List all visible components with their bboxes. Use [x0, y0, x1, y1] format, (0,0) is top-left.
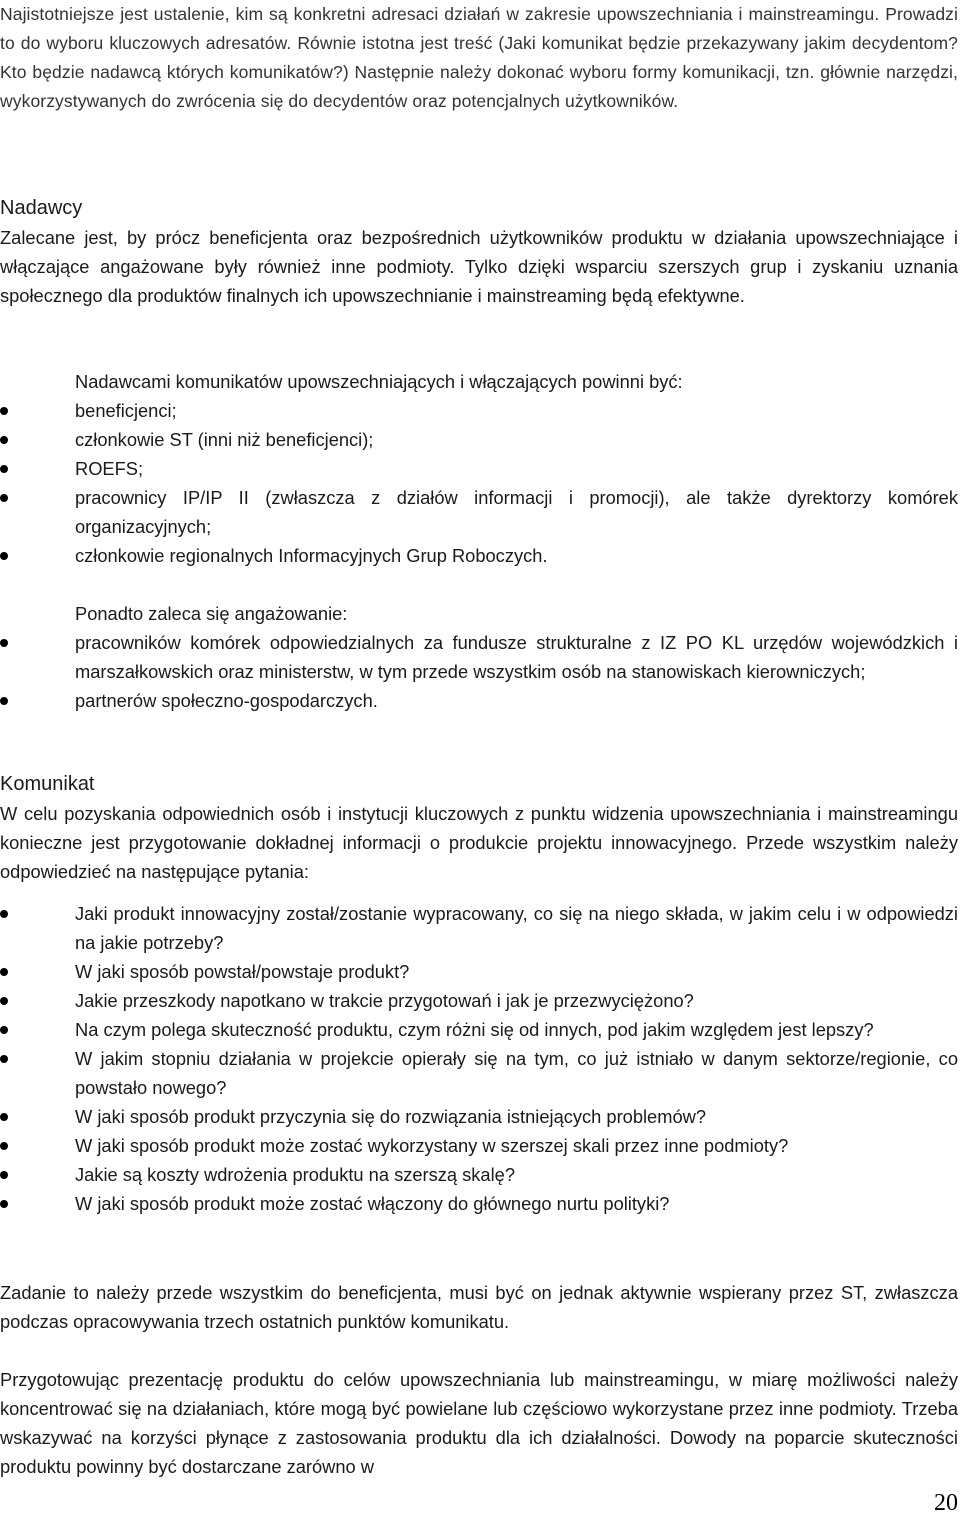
section-heading-nadawcy: Nadawcy — [0, 197, 83, 219]
bullet-icon — [0, 1142, 8, 1150]
list-item — [0, 1131, 958, 1160]
list-item-text: W jaki sposób powstał/powstaje produkt? — [75, 961, 410, 982]
list-item-text: W jakim stopniu działania w projekcie opierały się na tym, co już istniało w danym sektorze/regionie, co powstało nowego? — [75, 1048, 958, 1098]
bullet-icon — [0, 1113, 8, 1121]
list-item-text: Jaki produkt innowacyjny został/zostanie wypracowany, co się na niego składa, w jakim celu i w odpowiedzi na jakie potrzeby? — [75, 903, 958, 953]
bullet-icon — [0, 1200, 8, 1208]
list-item-text: pracowników komórek odpowiedzialnych za fundusze strukturalne z IZ PO KL urzędów wojewódzkich i marszałkowskich oraz ministerstw, w tym przede wszystkim osób na stanowiskach kierowniczych; — [75, 632, 958, 682]
bullet-icon — [0, 968, 8, 976]
list-item — [0, 1189, 958, 1218]
bullet-icon — [0, 997, 8, 1005]
komunikat-paragraph: W celu pozyskania odpowiednich osób i instytucji kluczowych z punktu widzenia upowszechniania i mainstreamingu konieczne jest przygotowanie dokładnej informacji o produkcie projektu innowacyjnego. Przede wszystkim należy odpowiedzieć na następujące pytania: — [0, 803, 958, 882]
list-item — [0, 541, 958, 570]
list-item-text: członkowie ST (inni niż beneficjenci); — [75, 429, 374, 450]
bullet-icon — [0, 1055, 8, 1063]
closing-paragraph-2: Przygotowując prezentację produktu do celów upowszechniania lub mainstreamingu, w miarę możliwości należy koncentrować się na działaniach, które mogą być powielane lub częściowo wykorzystane przez inne podmioty. Trzeba wskazywać na korzyści płynące z zastosowania produktu dla ich działalności. Dowody na poparcie skuteczności produktu powinny być dostarczane zarówno w — [0, 1369, 958, 1477]
list-item-text: Na czym polega skuteczność produktu, czym różni się od innych, pod jakim względem jest lepszy? — [75, 1019, 874, 1040]
list-item-text: beneficjenci; — [75, 400, 177, 421]
closing-paragraph-1: Zadanie to należy przede wszystkim do beneficjenta, musi być on jednak aktywnie wspierany przez ST, zwłaszcza podczas opracowywania trzech ostatnich punktów komunikatu. — [0, 1282, 958, 1332]
bullet-icon — [0, 407, 8, 415]
section-heading-komunikat: Komunikat — [0, 773, 95, 795]
bullet-icon — [0, 639, 8, 647]
list-item-text: Jakie są koszty wdrożenia produktu na szerszą skalę? — [75, 1164, 515, 1185]
bullet-icon — [0, 465, 8, 473]
section-nadawcy — [0, 194, 958, 310]
senders-intro: Nadawcami komunikatów upowszechniających i włączających powinni być: — [75, 371, 683, 392]
bullet-icon — [0, 697, 8, 705]
list-item-text: członkowie regionalnych Informacyjnych Grup Roboczych. — [75, 545, 548, 566]
list-item — [0, 986, 958, 1015]
list-item-text: pracownicy IP/IP II (zwłaszcza z działów informacji i promocji), ale także dyrektorzy komórek organizacyjnych; — [75, 487, 958, 537]
list-item — [0, 899, 958, 957]
list-item-text: Jakie przeszkody napotkano w trakcie przygotowań i jak je przezwyciężono? — [75, 990, 694, 1011]
list-item — [0, 1044, 958, 1102]
list-item — [0, 1015, 958, 1044]
also-intro: Ponadto zaleca się angażowanie: — [75, 603, 348, 624]
senders-list — [0, 396, 958, 570]
bullet-icon — [0, 552, 8, 560]
list-item-text: W jaki sposób produkt przyczynia się do rozwiązania istniejących problemów? — [75, 1106, 706, 1127]
list-item — [0, 686, 958, 715]
bullet-icon — [0, 1171, 8, 1179]
page-number: 20 — [934, 1490, 958, 1516]
bullet-icon — [0, 494, 8, 502]
list-item-text: W jaki sposób produkt może zostać wykorzystany w szerszej skali przez inne podmioty? — [75, 1135, 789, 1156]
bullet-icon — [0, 1026, 8, 1034]
also-list — [0, 628, 958, 715]
bullet-icon — [0, 436, 8, 444]
list-item — [0, 454, 958, 483]
list-item — [0, 628, 958, 686]
questions-list — [0, 899, 958, 1218]
list-item — [0, 425, 958, 454]
list-item-text: ROEFS; — [75, 458, 144, 479]
list-item-text: W jaki sposób produkt może zostać włączony do głównego nurtu polityki? — [75, 1193, 670, 1214]
nadawcy-paragraph: Zalecane jest, by prócz beneficjenta oraz bezpośrednich użytkowników produktu w działania upowszechniające i włączające angażowane były również inne podmioty. Tylko dzięki wsparciu szerszych grup i zyskaniu uznania społecznego dla produktów finalnych ich upowszechnianie i mainstreaming będą efektywne. — [0, 227, 958, 306]
list-item — [0, 1160, 958, 1189]
list-item — [0, 1102, 958, 1131]
list-item — [0, 483, 958, 541]
bullet-icon — [0, 910, 8, 918]
list-item — [0, 957, 958, 986]
list-item — [0, 396, 958, 425]
list-item-text: partnerów społeczno-gospodarczych. — [75, 690, 378, 711]
intro-paragraph: Najistotniejsze jest ustalenie, kim są konkretni adresaci działań w zakresie upowszechniania i mainstreamingu. Prowadzi to do wyboru kluczowych adresatów. Równie istotna jest treść (Jaki komunikat będzie przekazywany jakim decydentom? Kto będzie nadawcą których komunikatów?) Następnie należy dokonać wyboru formy komunikacji, tzn. głównie narzędzi, wykorzystywanych do zwrócenia się do decydentów oraz potencjalnych użytkowników. — [0, 4, 958, 111]
section-komunikat — [0, 770, 958, 886]
